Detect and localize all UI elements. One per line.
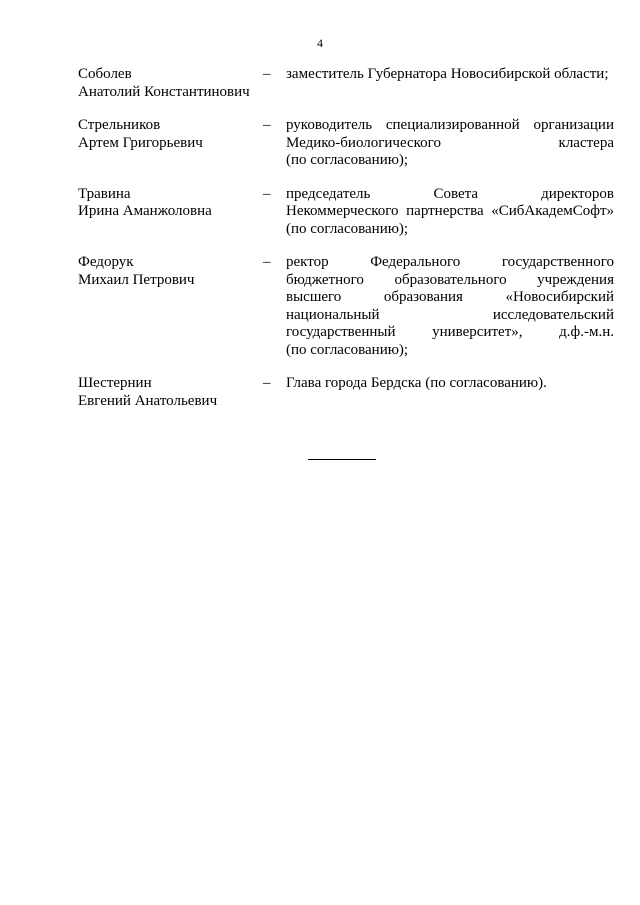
role-word: Совета: [433, 185, 479, 202]
role-line: [286, 254, 614, 272]
member-given-names: Ирина Аманжоловна: [78, 203, 212, 219]
member-given-names: Анатолий Константинович: [78, 83, 250, 100]
role-line: заместитель Губернатора Новосибирской области;: [286, 66, 609, 82]
dash-separator: –: [263, 375, 271, 391]
role-word: учреждения: [537, 271, 614, 288]
role-word: кластера: [558, 134, 614, 151]
role-line: [286, 135, 614, 153]
dash-separator: –: [263, 66, 271, 82]
member-role: [286, 117, 614, 170]
role-word: бюджетного: [286, 271, 364, 288]
role-line: [286, 289, 614, 307]
role-word: Федерального: [370, 254, 461, 270]
member-name: [78, 117, 263, 170]
role-word: исследовательский: [492, 306, 614, 323]
role-word: национальный: [286, 306, 380, 323]
role-word: организации: [533, 117, 614, 133]
role-line: Глава города Бердска (по согласованию).: [286, 375, 547, 391]
member-entry: [78, 186, 614, 239]
member-entry: [78, 254, 614, 359]
closing-rule: [308, 459, 376, 460]
role-word: Некоммерческого: [286, 203, 399, 219]
role-word: руководитель: [286, 117, 373, 133]
member-roster: [78, 66, 614, 426]
role-line: (по согласованию);: [286, 341, 409, 358]
role-word: образовательного: [394, 271, 507, 288]
role-word: ректор: [286, 254, 329, 270]
member-given-names: Артем Григорьевич: [78, 134, 203, 151]
role-word: Медико-биологического: [286, 134, 441, 151]
member-role: [286, 375, 614, 410]
role-line: (по согласованию);: [286, 152, 409, 168]
role-word: директоров: [541, 185, 614, 202]
member-given-names: Евгений Анатольевич: [78, 392, 218, 409]
member-given-names: Михаил Петрович: [78, 271, 195, 288]
member-entry: [78, 66, 614, 101]
role-word: «Новосибирский: [505, 289, 614, 305]
role-word: образования: [383, 289, 463, 305]
member-role: [286, 186, 614, 239]
role-line: [286, 272, 614, 290]
role-word: специализированной: [385, 117, 520, 133]
role-word: «СибАкадемСофт»: [491, 203, 614, 219]
member-entry: [78, 375, 614, 410]
member-surname: Стрельников: [78, 117, 161, 133]
member-name: [78, 186, 263, 239]
member-role: [286, 254, 614, 359]
role-word: партнерства: [406, 203, 484, 219]
member-surname: Соболев: [78, 66, 132, 82]
page-number: 4: [317, 36, 323, 50]
role-word: государственный: [286, 324, 396, 340]
member-role: [286, 66, 614, 101]
dash-separator: –: [263, 254, 271, 270]
role-line: [286, 186, 614, 204]
role-word: д.ф.-м.н.: [559, 324, 614, 340]
role-line: [286, 117, 614, 135]
role-word: государственного: [501, 254, 614, 270]
member-name: [78, 254, 263, 359]
member-surname: Шестернин: [78, 375, 152, 391]
member-name: [78, 66, 263, 101]
role-line: (по согласованию);: [286, 220, 409, 237]
dash-separator: –: [263, 117, 271, 133]
role-word: университет»,: [432, 324, 523, 340]
role-word: председатель: [286, 185, 371, 202]
member-entry: [78, 117, 614, 170]
member-surname: Травина: [78, 185, 131, 202]
role-word: высшего: [286, 289, 342, 305]
role-line: [286, 307, 614, 325]
member-surname: Федорук: [78, 254, 134, 270]
member-name: [78, 375, 263, 410]
role-line: [286, 203, 614, 221]
role-line: [286, 324, 614, 342]
dash-separator: –: [263, 185, 271, 202]
